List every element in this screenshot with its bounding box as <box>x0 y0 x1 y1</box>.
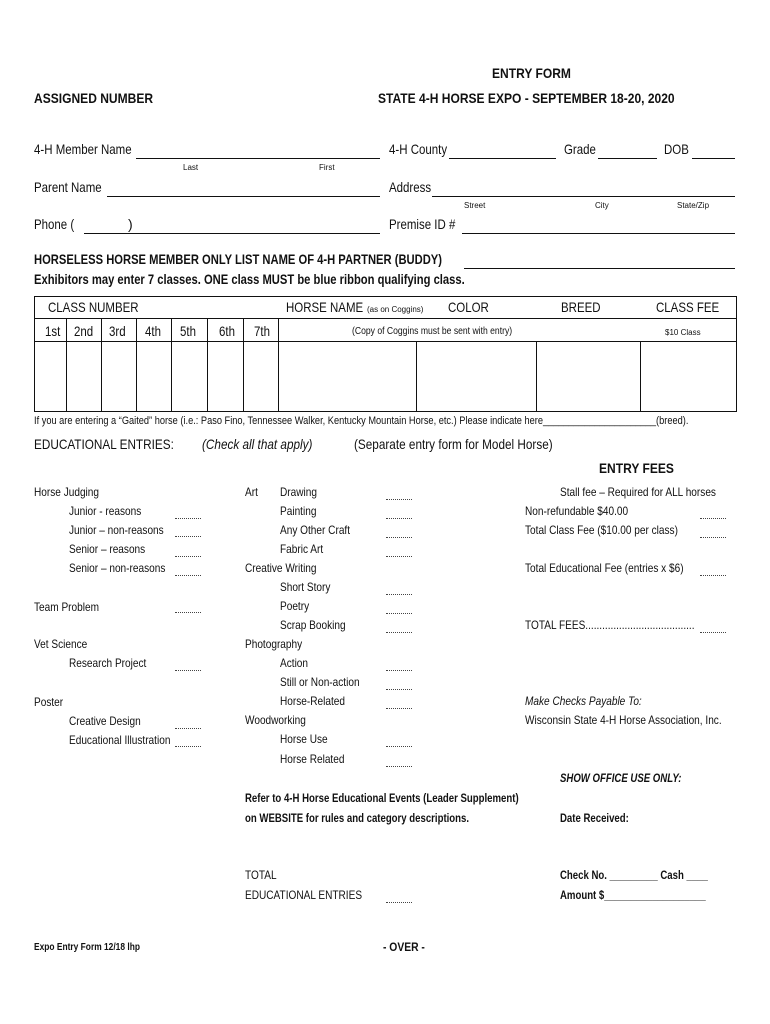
grade-label: Grade <box>564 141 596 157</box>
table-header-rule <box>35 318 736 319</box>
poster-label: Poster <box>34 695 64 709</box>
city-sublabel: City <box>595 201 609 210</box>
total-fees-label: TOTAL FEES....................................... <box>525 618 695 632</box>
senior-reasons-label: Senior – reasons <box>69 542 146 556</box>
senior-non-reasons-blank[interactable] <box>175 575 201 576</box>
poetry-blank[interactable] <box>386 613 412 614</box>
class-fee-note: $10 Class <box>665 328 701 337</box>
educational-heading: EDUCATIONAL ENTRIES: <box>34 436 174 452</box>
fabric-art-blank[interactable] <box>386 556 412 557</box>
county-label: 4-H County <box>389 141 448 157</box>
member-name-label: 4-H Member Name <box>34 141 132 157</box>
table-subheader-rule <box>35 341 736 342</box>
horse-judging-label: Horse Judging <box>34 485 100 499</box>
educational-illustration-label: Educational Illustration <box>69 733 171 747</box>
column-divider <box>207 318 208 412</box>
coggins-note: (Copy of Coggins must be sent with entry) <box>352 326 513 337</box>
column-divider <box>66 318 67 412</box>
class-3rd: 3rd <box>109 323 126 339</box>
creative-design-label: Creative Design <box>69 714 141 728</box>
drawing-blank[interactable] <box>386 499 412 500</box>
column-divider <box>101 318 102 412</box>
total-class-fee-blank[interactable] <box>700 537 726 538</box>
class-2nd: 2nd <box>74 323 94 339</box>
last-sublabel: Last <box>183 163 199 172</box>
form-id: Expo Entry Form 12/18 lhp <box>34 942 140 953</box>
street-sublabel: Street <box>464 201 486 210</box>
stall-fee-label: Stall fee – Required for ALL horses <box>560 485 716 499</box>
junior-reasons-blank[interactable] <box>175 518 201 519</box>
class-number-header: CLASS NUMBER <box>48 299 139 315</box>
first-sublabel: First <box>319 163 335 172</box>
painting-blank[interactable] <box>386 518 412 519</box>
educational-illustration-blank[interactable] <box>175 746 201 747</box>
scrap-booking-label: Scrap Booking <box>280 618 346 632</box>
column-divider <box>243 318 244 412</box>
column-divider <box>640 341 641 412</box>
art-label: Art <box>245 485 258 499</box>
refer-note-line1: Refer to 4-H Horse Educational Events (Leader Supplement) <box>245 791 519 805</box>
horse-related-blank[interactable] <box>386 708 412 709</box>
drawing-label: Drawing <box>280 485 317 499</box>
senior-non-reasons-label: Senior – non-reasons <box>69 561 166 575</box>
class-fee-header: CLASS FEE <box>656 299 720 315</box>
class-6th: 6th <box>219 323 235 339</box>
over-note: - OVER - <box>383 940 425 954</box>
refer-note-line2: on WEBSITE for rules and category descriptions. <box>245 811 470 825</box>
any-other-craft-label: Any Other Craft <box>280 523 351 537</box>
entry-fees-heading: ENTRY FEES <box>599 460 674 476</box>
horse-use-label: Horse Use <box>280 732 328 746</box>
office-use-heading: SHOW OFFICE USE ONLY: <box>560 771 682 785</box>
fabric-art-label: Fabric Art <box>280 542 324 556</box>
exhibitor-classes-note: Exhibitors may enter 7 classes. ONE class MUST be blue ribbon qualifying class. <box>34 271 465 287</box>
premise-id-label: Premise ID # <box>389 216 456 232</box>
column-divider <box>136 318 137 412</box>
scrap-booking-blank[interactable] <box>386 632 412 633</box>
team-problem-blank[interactable] <box>175 612 201 613</box>
column-divider <box>171 318 172 412</box>
woodworking-label: Woodworking <box>245 713 306 727</box>
total-class-fee-label: Total Class Fee ($10.00 per class) <box>525 523 678 537</box>
vet-science-label: Vet Science <box>34 637 88 651</box>
still-non-action-blank[interactable] <box>386 689 412 690</box>
check-all-note: (Check all that apply) <box>202 436 313 452</box>
separate-form-note: (Separate entry form for Model Horse) <box>354 436 553 452</box>
column-divider <box>278 318 279 412</box>
buddy-name-field[interactable] <box>464 268 735 269</box>
class-7th: 7th <box>254 323 270 339</box>
association-name: Wisconsin State 4-H Horse Association, Inc. <box>525 713 722 727</box>
column-divider <box>416 341 417 412</box>
horse-name-header: HORSE NAME <box>286 299 364 315</box>
parent-name-field[interactable] <box>107 196 380 197</box>
color-header: COLOR <box>448 299 489 315</box>
address-field[interactable] <box>432 196 735 197</box>
column-divider <box>536 341 537 412</box>
date-received-label: Date Received: <box>560 811 629 825</box>
horse-related-label: Horse-Related <box>280 694 345 708</box>
woodworking-horse-related-blank[interactable] <box>386 766 412 767</box>
assigned-number-label: ASSIGNED NUMBER <box>34 90 154 106</box>
creative-design-blank[interactable] <box>175 728 201 729</box>
stall-fee-blank[interactable] <box>700 518 726 519</box>
phone-close-paren: ) <box>128 216 133 232</box>
action-label: Action <box>280 656 309 670</box>
member-name-field[interactable] <box>136 158 380 159</box>
check-no-cash-label: Check No. _________ Cash ____ <box>560 868 708 882</box>
dob-field[interactable] <box>692 158 735 159</box>
senior-reasons-blank[interactable] <box>175 556 201 557</box>
horseless-heading: HORSELESS HORSE MEMBER ONLY LIST NAME OF 4-H PARTNER (BUDDY) <box>34 251 443 267</box>
total-label: TOTAL <box>245 868 277 882</box>
poetry-label: Poetry <box>280 599 310 613</box>
short-story-label: Short Story <box>280 580 331 594</box>
horse-use-blank[interactable] <box>386 746 412 747</box>
county-field[interactable] <box>449 158 556 159</box>
painting-label: Painting <box>280 504 317 518</box>
statezip-sublabel: State/Zip <box>677 201 710 210</box>
class-1st: 1st <box>45 323 61 339</box>
photography-label: Photography <box>245 637 303 651</box>
junior-non-reasons-label: Junior – non-reasons <box>69 523 164 537</box>
any-other-craft-blank[interactable] <box>386 537 412 538</box>
horse-name-note: (as on Coggins) <box>367 305 424 314</box>
research-project-label: Research Project <box>69 656 147 670</box>
educational-entries-label: EDUCATIONAL ENTRIES <box>245 888 363 902</box>
class-5th: 5th <box>180 323 196 339</box>
total-educational-fee-blank[interactable] <box>700 575 726 576</box>
total-educational-blank[interactable] <box>386 902 412 903</box>
checks-payable-label: Make Checks Payable To: <box>525 694 642 708</box>
parent-name-label: Parent Name <box>34 179 102 195</box>
research-project-blank[interactable] <box>175 670 201 671</box>
breed-header: BREED <box>561 299 601 315</box>
team-problem-label: Team Problem <box>34 600 99 614</box>
creative-writing-label: Creative Writing <box>245 561 317 575</box>
woodworking-horse-related-label: Horse Related <box>280 752 345 766</box>
address-label: Address <box>389 179 432 195</box>
amount-label: Amount $___________________ <box>560 888 706 902</box>
class-4th: 4th <box>145 323 161 339</box>
total-fees-blank[interactable] <box>700 632 726 633</box>
short-story-blank[interactable] <box>386 594 412 595</box>
dob-label: DOB <box>664 141 689 157</box>
junior-reasons-label: Junior - reasons <box>69 504 142 518</box>
non-refundable-label: Non-refundable $40.00 <box>525 504 629 518</box>
gaited-horse-note: If you are entering a “Gaited” horse (i.e.: Paso Fino, Tennessee Walker, Kentucky Mountain Horse, etc.) Please indicate here______________________(breed). <box>34 415 689 427</box>
expo-title: STATE 4-H HORSE EXPO - SEPTEMBER 18-20, 2020 <box>378 90 675 106</box>
phone-label: Phone ( <box>34 216 75 232</box>
junior-non-reasons-blank[interactable] <box>175 536 201 537</box>
total-educational-fee-label: Total Educational Fee (entries x $6) <box>525 561 684 575</box>
action-blank[interactable] <box>386 670 412 671</box>
grade-field[interactable] <box>598 158 657 159</box>
entry-form-title: ENTRY FORM <box>492 65 571 81</box>
phone-field[interactable] <box>84 233 380 234</box>
still-non-action-label: Still or Non-action <box>280 675 360 689</box>
premise-id-field[interactable] <box>462 233 735 234</box>
